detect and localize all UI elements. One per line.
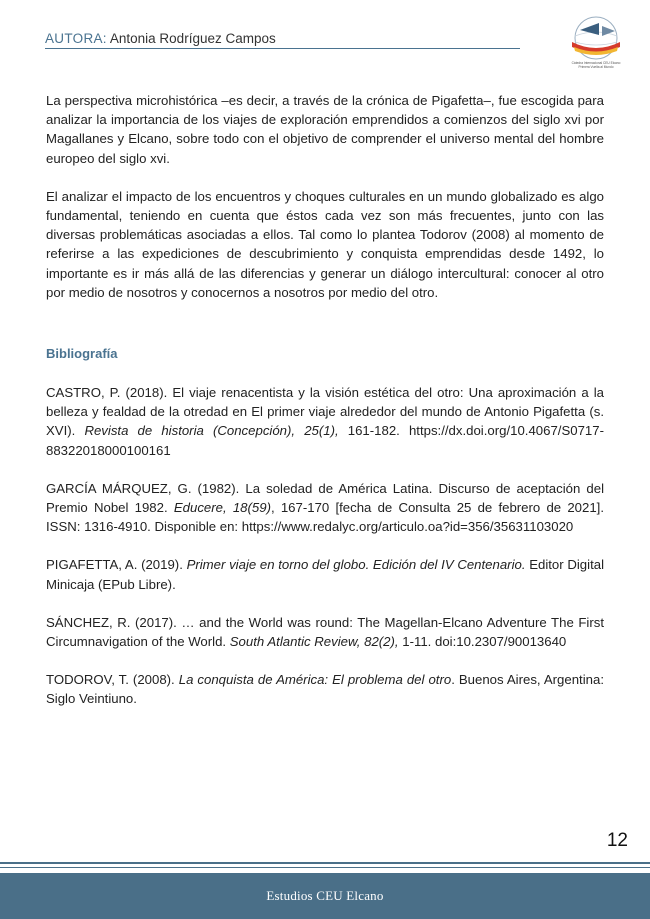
reference-pigafetta: PIGAFETTA, A. (2019). Primer viaje en torno del globo. Edición del IV Centenario. Editor Digital Minicaja (EPub Libre).: [46, 557, 604, 592]
bibliography-list: [46, 383, 604, 709]
reference-todorov: TODOROV, T. (2008). La conquista de América: El problema del otro. Buenos Aires, Argentina: Siglo Veintiuno.: [46, 672, 604, 707]
reference-castro: CASTRO, P. (2018). El viaje renacentista y la visión estética del otro: Una aproximación a la belleza y fealdad de la otredad en El primer viaje alrededor del mundo de Antonio Pigafetta (s. XVI). Revista de historia (Concepción), 25(1), 161-182. https://dx.doi.org/10.4067/S0717-88322018000100161: [46, 385, 604, 458]
header-rule: [45, 48, 520, 49]
globe-ship-icon: [566, 14, 626, 64]
paragraph: La perspectiva microhistórica –es decir, a través de la crónica de Pigafetta–, fue escogida para analizar la importancia de los viajes de exploración emprendidos a comienzos del siglo xvi por Magallanes y Elcano, sobre todo con el objetivo de comprender el universo mental del hombre europeo del siglo xvi.: [46, 93, 604, 166]
author-name: Antonia Rodríguez Campos: [109, 31, 276, 46]
logo-caption: Cátedra Internacional CEU Elcano Primera Vuelta al Mundo: [571, 61, 621, 69]
author-line: [45, 30, 520, 48]
reference-sanchez: SÁNCHEZ, R. (2017). … and the World was round: The Magellan-Elcano Adventure The First Circumnavigation of the World. South Atlantic Review, 82(2), 1-11. doi:10.2307/90013640: [46, 614, 604, 650]
footer-rule: [0, 862, 650, 864]
paragraph: El analizar el impacto de los encuentros y choques culturales en un mundo globalizado es algo fundamental, teniendo en cuenta que éstos cada vez son más frecuentes, junto con las diversas problemáticas asociadas a ellos. Tal como lo plantea Todorov (2008) al momento de referirse a las expediciones de descubrimiento y conquista emprendidas desde 1492, lo importante es ir más allá de las diferencias y generar un diálogo intercultural: conocer al otro por medio de nosotros y conocernos a nosotros por medio del otro.: [46, 188, 604, 300]
body-text: [46, 91, 604, 302]
footer-title: Estudios CEU Elcano: [266, 888, 384, 903]
author-label: AUTORA:: [45, 31, 107, 46]
reference-garcia-marquez: GARCÍA MÁRQUEZ, G. (1982). La soledad de América Latina. Discurso de aceptación del Premio Nobel 1982. Educere, 18(59), 167-170 [fecha de Consulta 25 de febrero de 2021]. ISSN: 1316-4910. Disponible en: https://www.redalyc.org/articulo.oa?id=356/35631103020: [46, 480, 604, 535]
footer-band: [0, 873, 650, 919]
footer-rule: [0, 867, 650, 868]
running-header: [45, 30, 520, 48]
bibliography-heading: Bibliografía: [46, 346, 118, 361]
page-number: 12: [606, 830, 628, 851]
